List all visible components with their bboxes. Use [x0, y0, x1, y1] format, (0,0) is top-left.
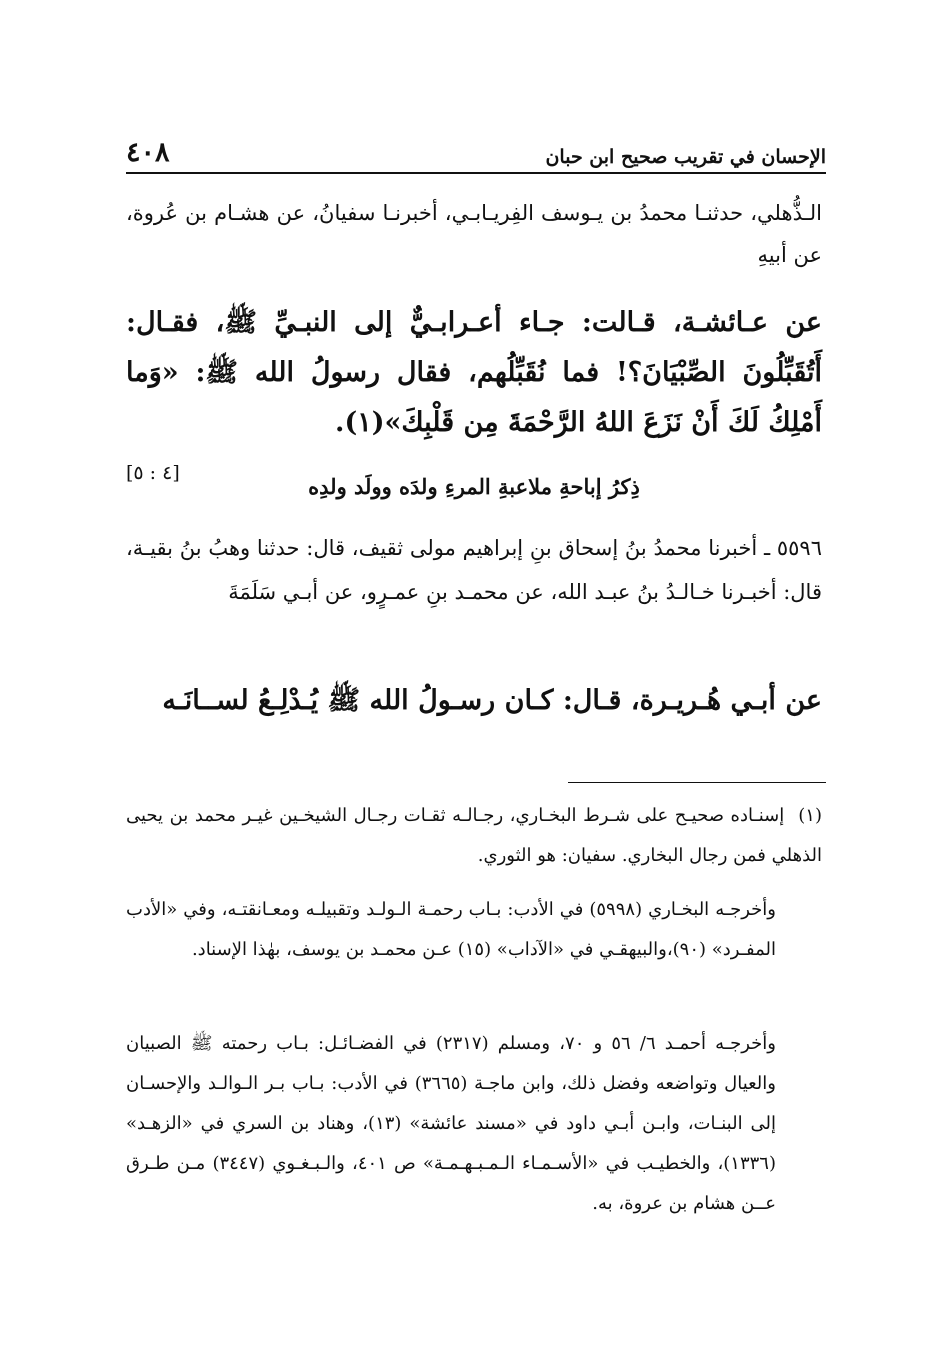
page-number: ٤٠٨ [126, 137, 170, 168]
running-title: الإحسان في تقريب صحيح ابن حبان [545, 146, 826, 168]
footnote-paragraph-3: وأخرجـه أحمـد ٦/ ٥٦ و ٧٠، ومسلم (٢٣١٧) في الفضـائـل: بـاب رحمته ﷺ الصبيان والعيال وتواضعه وفضل ذلك، وابن ماجـة (٣٦٦٥) في الأدب: بـاب بـر الـوالـد والإحسـان إلى البنـات، وابـن أبـي داود في «مسند عائشة» (١٣)، وهناد بن السري في «الزهـد» (١٣٣٦)، والخطيـب في «الأسـمـاء الـمـبـهـمـة» ص ٤٠١، والـبـغـوي (٣٤٤٧) مـن طـرق عــن هشام بن عروة، به. [126, 1033, 776, 1214]
hadith-reference: [٤ : ٥] [126, 462, 180, 484]
isnad-paragraph-1: الـذُّهلي، حدثنـا محمدُ بن يـوسف الفِريـابـي، أخبرنـا سفيانُ، عن هشـام بن عُروة، عن أبيهِ [126, 201, 822, 267]
footnote-rule [568, 782, 826, 783]
matn-paragraph-1 [126, 298, 822, 498]
isnad-paragraph-2: ٥٥٩٦ ـ أخبرنا محمدُ بنُ إسحاق بنِ إبراهيم مولى ثقيف، قال: حدثنا وهبُ بنُ بقيـة، قال: أخبـرنا خـالـدُ بنُ عبـد الله، عن محمـد بنِ عمـرٍو، عن أبـي سَلَمَةَ [126, 536, 822, 604]
footnote-number: (١) [798, 805, 822, 826]
chapter-heading: ذِكرُ إباحةِ ملاعبةِ المرءِ ولدَه وولَد ولدِه [308, 474, 640, 499]
header-rule [126, 172, 826, 174]
footnote-1-text: إسنـاده صحيـح على شـرط البخـاري، رجـالـه ثقـات رجـال الشيخـين غيـر محمد بن يحيى الذهلي فمن رجال البخاري. سفيان: هو الثوري. [126, 805, 822, 866]
matn-paragraph-2: عن أبـي هُـريـرة، قـال: كـان رسـولُ الله ﷺ يُـدْلِـعُ لســانَـه [162, 685, 822, 716]
footnote-1 [126, 796, 822, 876]
page-header [126, 128, 826, 168]
matn-text-1: عن عـائشـة، قـالت: جـاء أعـرابـيٌّ إلى النبـيِّ ﷺ، فقـال: أَتُقَبِّلُونَ الصِّبْيَانَ؟! فما نُقَبِّلُهم، فقال رسولُ الله ﷺ: «وَما أَمْلِكُ لَكَ أَنْ نَزَعَ اللهُ الرَّحْمَةَ مِن قَلْبِكَ»(١). [126, 307, 822, 438]
footnote-paragraph-2: وأخرجـه البخـاري (٥٩٩٨) في الأدب: بـاب رحمـة الـولـد وتقبيلـه ومعـانقتـه، وفي «الأدب المفـرد» (٩٠)،والبيهقـي في «الآداب» (١٥) عـن محمـد بن يوسف، بهٰذا الإسناد. [126, 899, 777, 960]
